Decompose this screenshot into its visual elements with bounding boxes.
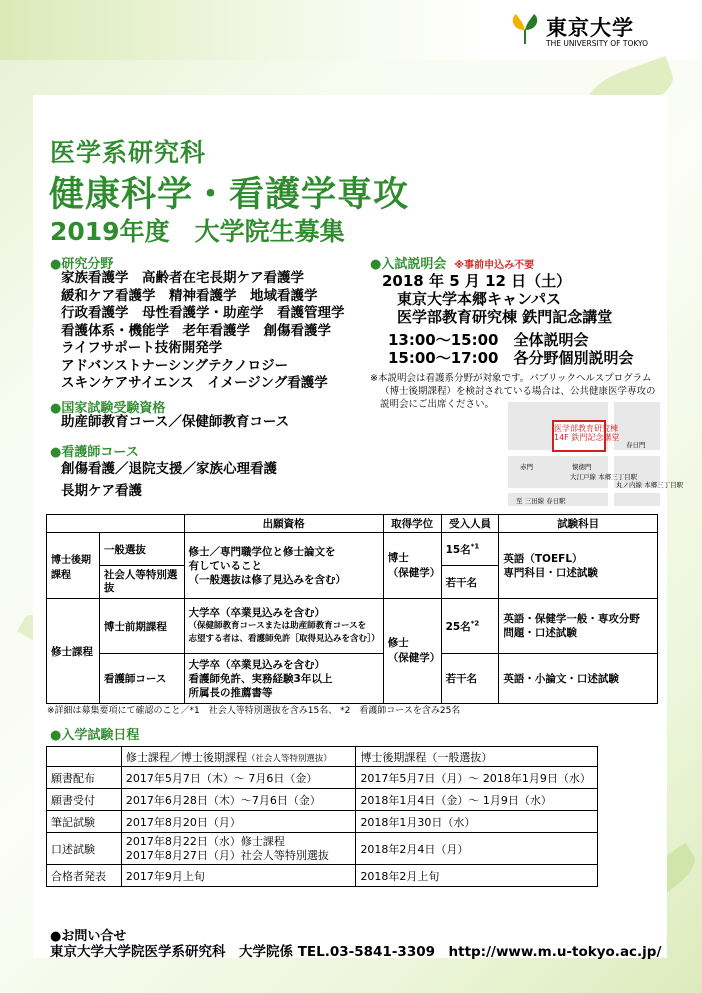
schedule-row [47, 865, 598, 887]
research-line: 家族看護学 高齢者在宅長期ケア看護学 [61, 270, 304, 286]
table-footnote: ※詳細は募集要項にて確認のこと／*1 社会人等特別選抜を含み15名、 *2 看護師コースを含み25名 [47, 706, 461, 716]
schedule-col-master: 修士課程／博士後期課程（社会人等特別選抜） [121, 747, 356, 767]
schedule-value-a: 2017年8月20日（月） [121, 811, 356, 833]
ginkgo-logo-icon [508, 12, 542, 46]
map-label: 至 三田線 春日駅 [516, 497, 566, 505]
admission-table [46, 514, 658, 704]
schedule-col-doctor: 博士後期課程（一般選抜） [356, 747, 598, 767]
research-line: 緩和ケア看護学 精神看護学 地域看護学 [61, 287, 318, 304]
master-qualification-1: 大学卒（卒業見込みを含む） （保健師教育コースまたは助産師教育コースを 志望する者は、看護師免許［取得見込みを含む］） [184, 599, 383, 654]
logo-wordmark: 東京大学 [546, 16, 634, 40]
schedule-row [47, 789, 598, 811]
research-line: 看護体系・機能学 老年看護学 創傷看護学 [61, 322, 331, 339]
briefing-time-general: 13:00～15:00 全体説明会 [388, 331, 589, 349]
master-first-label: 博士前期課程 [99, 599, 184, 654]
briefing-place-hall: 医学部教育研究棟 鉄門記念講堂 [397, 308, 613, 326]
schedule-label: 願書受付 [47, 789, 122, 811]
schedule-value-b: 2018年2月4日（月） [356, 833, 598, 865]
research-line: ライフサポート技術開発学 [61, 340, 223, 356]
map-label: 大江戸線 本郷三丁目駅 [570, 473, 638, 481]
schedule-label: 合格者発表 [47, 865, 122, 887]
research-line: スキンケアサイエンス イメージング看護学 [61, 375, 328, 391]
remark-line: （博士後期課程）を検討されている場合は、公共健康医学専攻の [380, 386, 656, 397]
schedule-value-a: 2017年6月28日（木）～7月6日（金） [121, 789, 356, 811]
nurse-course-label: 看護師コース [99, 654, 184, 704]
schedule-value-a: 2017年5月7日（木）～ 7月6日（金） [121, 767, 356, 789]
schedule-label: 口述試験 [47, 833, 122, 865]
schedule-value-b: 2018年1月4日（金）～ 1月9日（水） [356, 789, 598, 811]
schedule-value-b: 2017年5月7日（月）～ 2018年1月9日（水） [356, 767, 598, 789]
doctor-special-label: 社会人等特別選抜 [99, 566, 184, 599]
doctor-general-label: 一般選抜 [99, 533, 184, 566]
remark-line: 説明会にご出席ください。 [380, 399, 495, 410]
campus-map [508, 402, 684, 506]
map-label: 丸ノ内線 本郷三丁目駅 [616, 481, 684, 489]
table-row [47, 599, 658, 654]
research-heading: ●研究分野 [50, 257, 114, 272]
doctor-exam: 英語（TOEFL） 専門科目・口述試験 [499, 533, 658, 599]
schedule-value-a: 2017年9月上旬 [121, 865, 356, 887]
briefing-heading [370, 253, 534, 272]
university-logo [508, 12, 693, 52]
briefing-place-campus: 東京大学本郷キャンパス [397, 290, 561, 308]
nurse-course-heading: ●看護師コース [50, 445, 139, 460]
nurse-course-line: 創傷看護／退院支援／家族心理看護 [61, 461, 277, 477]
briefing-time-individual: 15:00～17:00 各分野個別説明会 [388, 349, 634, 367]
table-row [47, 654, 658, 704]
license-heading: ●国家試験受験資格 [50, 401, 166, 416]
map-label: 赤門 [520, 463, 533, 471]
master-exam-1: 英語・保健学一般・専攻分野 問題・口述試験 [499, 599, 658, 654]
schedule-header-row [47, 747, 598, 767]
research-line: アドバンストナーシングテクノロジー [61, 357, 289, 374]
contact-heading: ●お問い合せ [50, 929, 127, 944]
schedule-row [47, 833, 598, 865]
doctor-degree: 博士 （保健学） [383, 533, 441, 599]
doctor-capacity-special: 若干名 [441, 566, 499, 599]
table-row [47, 533, 658, 566]
briefing-heading-text: ●入試説明会 [370, 257, 447, 272]
schedule-value-b: 2018年2月上旬 [356, 865, 598, 887]
graduate-school-title: 医学系研究科 [50, 138, 207, 167]
schedule-label: 願書配布 [47, 767, 122, 789]
doctor-course-label: 博士後期課程 [47, 533, 100, 599]
master-degree: 修士 （保健学） [383, 599, 441, 704]
no-reservation-note: ※事前申込み不要 [454, 260, 535, 271]
briefing-date: 2018 年 5 月 12 日（土） [382, 272, 572, 290]
map-label: 春日門 [626, 441, 646, 449]
master-qualification-2: 大学卒（卒業見込みを含む） 看護師免許、実務経験3年以上 所属長の推薦書等 [184, 654, 383, 704]
recruitment-title: 2019年度 大学院生募集 [50, 217, 345, 246]
header-exam: 試験科目 [499, 515, 658, 533]
research-list [61, 270, 345, 393]
header-qualification: 出願資格 [184, 515, 383, 533]
map-building-label: 医学部教育研究棟 14F 鉄門記念講堂 [554, 424, 620, 442]
license-text: 助産師教育コース／保健師教育コース [61, 414, 290, 430]
schedule-row [47, 811, 598, 833]
schedule-row [47, 767, 598, 789]
schedule-value-a: 2017年8月22日（水）修士課程 2017年8月27日（月）社会人等特別選抜 [121, 833, 356, 865]
schedule-table [46, 746, 598, 887]
schedule-label: 筆記試験 [47, 811, 122, 833]
header-degree: 取得学位 [383, 515, 441, 533]
nurse-course-list [61, 458, 277, 502]
doctor-qualification: 修士／専門職学位と修士論文を 有していること （一般選抜は修了見込みを含む） [184, 533, 383, 599]
table-header-row [47, 515, 658, 533]
header-capacity: 受入人員 [441, 515, 499, 533]
logo-subtitle: THE UNIVERSITY OF TOKYO [546, 39, 649, 48]
schedule-value-b: 2018年1月30日（水） [356, 811, 598, 833]
master-exam-2: 英語・小論文・口述試験 [499, 654, 658, 704]
master-capacity: 25名$^{*2}$ [441, 599, 499, 654]
nurse-course-line: 長期ケア看護 [61, 483, 142, 499]
nurse-capacity: 若干名 [441, 654, 499, 704]
doctor-capacity: 15名$^{*1}$ [441, 533, 499, 566]
contact-info: 東京大学大学院医学系研究科 大学院係 TEL.03-5841-3309 http://www.m.u-tokyo.ac.jp/ [50, 944, 662, 960]
map-label: 懐徳門 [572, 463, 592, 471]
research-line: 行政看護学 母性看護学・助産学 看護管理学 [61, 305, 345, 321]
schedule-heading: ●入学試験日程 [50, 728, 140, 743]
department-title: 健康科学・看護学専攻 [49, 175, 410, 215]
master-course-label: 修士課程 [47, 599, 100, 704]
remark-line: ※本説明会は看護系分野が対象です。パブリックヘルスプログラム [370, 373, 652, 384]
